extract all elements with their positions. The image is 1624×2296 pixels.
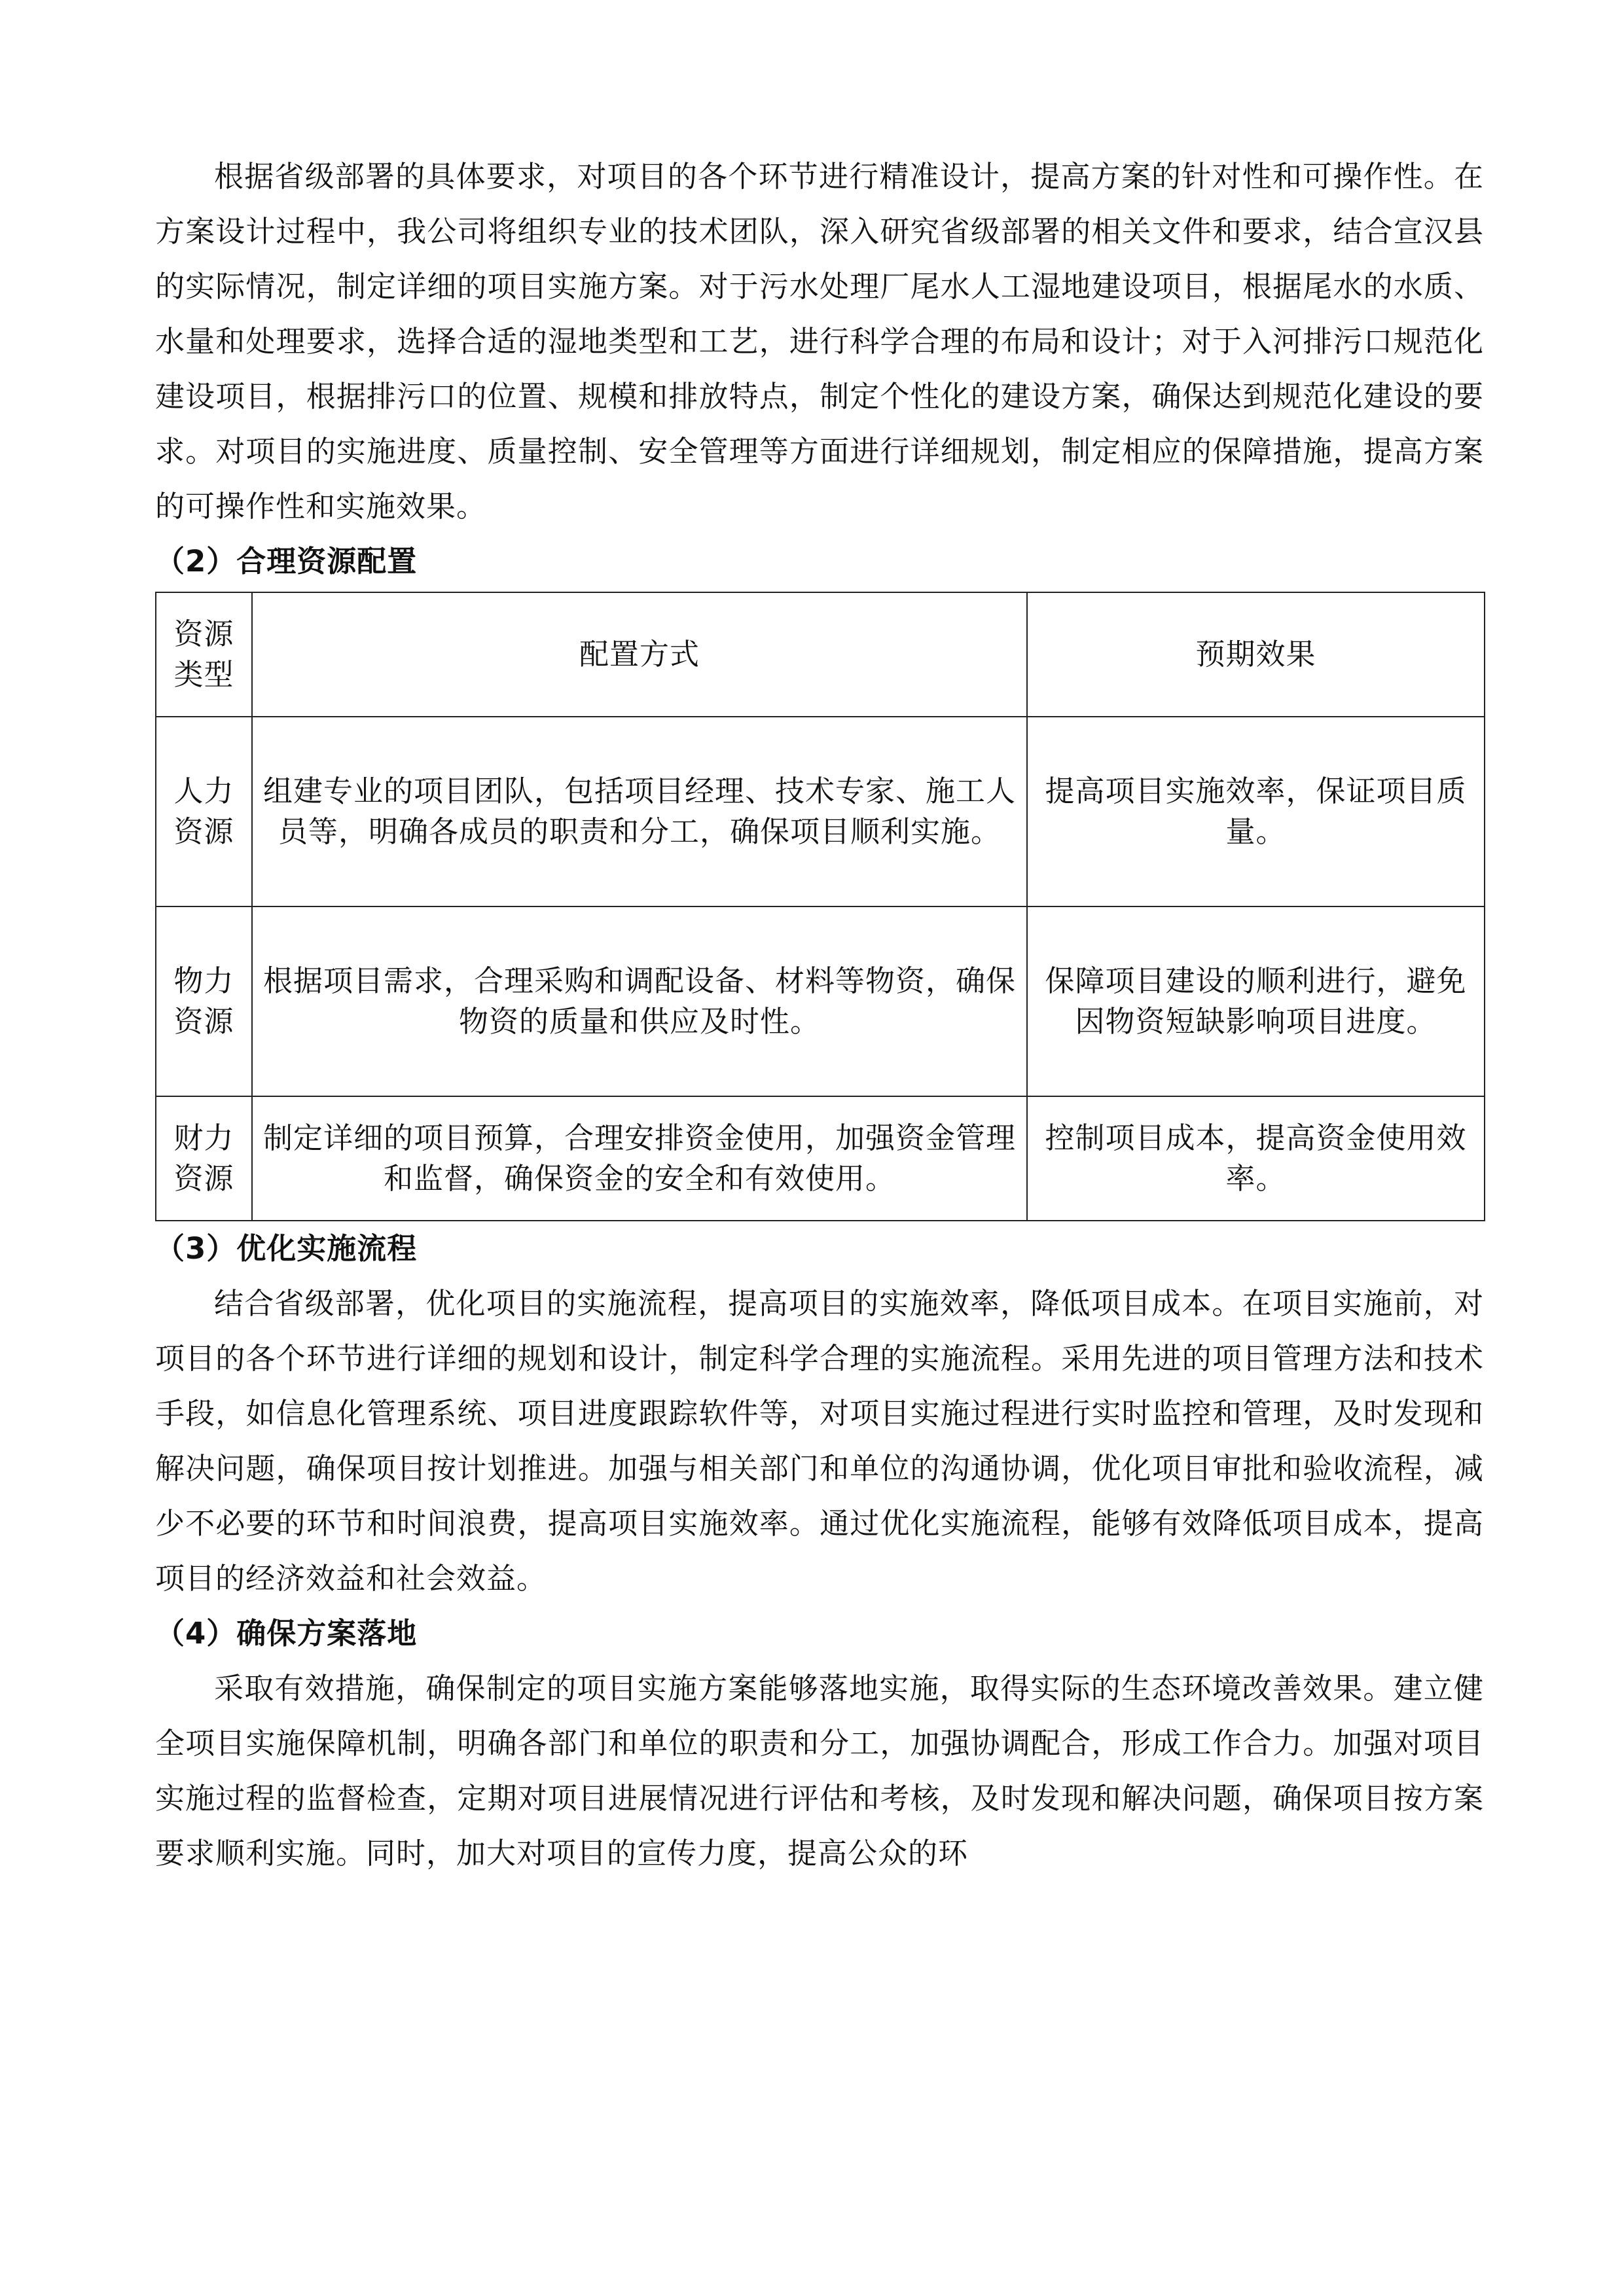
paragraph-design: 根据省级部署的具体要求，对项目的各个环节进行精准设计，提高方案的针对性和可操作性。在方案设计过程中，我公司将组织专业的技术团队，深入研究省级部署的相关文件和要求，结合宣汉县的实际情况，制定详细的项目实施方案。对于污水处理厂尾水人工湿地建设项目，根据尾水的水质、水量和处理要求，选择合适的湿地类型和工艺，进行科学合理的布局和设计；对于入河排污口规范化建设项目，根据排污口的位置、规模和排放特点，制定个性化的建设方案，确保达到规范化建设的要求。对项目的实施进度、质量控制、安全管理等方面进行详细规划，制定相应的保障措施，提高方案的可操作性和实施效果。 [155, 159, 1484, 524]
table-row [156, 717, 1485, 906]
paragraph-optimize-process: 结合省级部署，优化项目的实施流程，提高项目的实施效率，降低项目成本。在项目实施前，对项目的各个环节进行详细的规划和设计，制定科学合理的实施流程。采用先进的项目管理方法和技术手段，如信息化管理系统、项目进度跟踪软件等，对项目实施过程进行实时监控和管理，及时发现和解决问题，确保项目按计划推进。加强与相关部门和单位的沟通协调，优化项目审批和验收流程，减少不必要的环节和时间浪费，提高项目实施效率。通过优化实施流程，能够有效降低项目成本，提高项目的经济效益和社会效益。 [155, 1286, 1484, 1596]
table-header-cell: 资源类型 [156, 592, 252, 717]
table-cell: 制定详细的项目预算，合理安排资金使用，加强资金管理和监督，确保资金的安全和有效使用。 [252, 1096, 1027, 1221]
table-cell: 保障项目建设的顺利进行，避免因物资短缺影响项目进度。 [1027, 906, 1485, 1096]
heading-ensure-implementation: （4）确保方案落地 [155, 1616, 418, 1651]
table-cell: 财力资源 [156, 1096, 252, 1221]
document-body [155, 149, 1484, 1881]
paragraph-ensure-implementation: 采取有效措施，确保制定的项目实施方案能够落地实施，取得实际的生态环境改善效果。建立健全项目实施保障机制，明确各部门和单位的职责和分工，加强协调配合，形成工作合力。加强对项目实施过程的监督检查，定期对项目进展情况进行评估和考核，及时发现和解决问题，确保项目按方案要求顺利实施。同时，加大对项目的宣传力度，提高公众的环 [155, 1671, 1484, 1871]
heading-optimize-process: （3）优化实施流程 [155, 1231, 418, 1266]
table-cell: 根据项目需求，合理采购和调配设备、材料等物资，确保物资的质量和供应及时性。 [252, 906, 1027, 1096]
table-header-row [156, 592, 1485, 717]
table-cell: 控制项目成本，提高资金使用效率。 [1027, 1096, 1485, 1221]
table-cell: 组建专业的项目团队，包括项目经理、技术专家、施工人员等，明确各成员的职责和分工，确保项目顺利实施。 [252, 717, 1027, 906]
heading-resource-allocation: （2）合理资源配置 [155, 544, 418, 579]
resource-table [155, 592, 1485, 1221]
table-cell: 物力资源 [156, 906, 252, 1096]
table-row [156, 1096, 1485, 1221]
table-cell: 人力资源 [156, 717, 252, 906]
table-cell: 提高项目实施效率，保证项目质量。 [1027, 717, 1485, 906]
table-row [156, 906, 1485, 1096]
table-header-cell: 预期效果 [1027, 592, 1485, 717]
table-header-cell: 配置方式 [252, 592, 1027, 717]
